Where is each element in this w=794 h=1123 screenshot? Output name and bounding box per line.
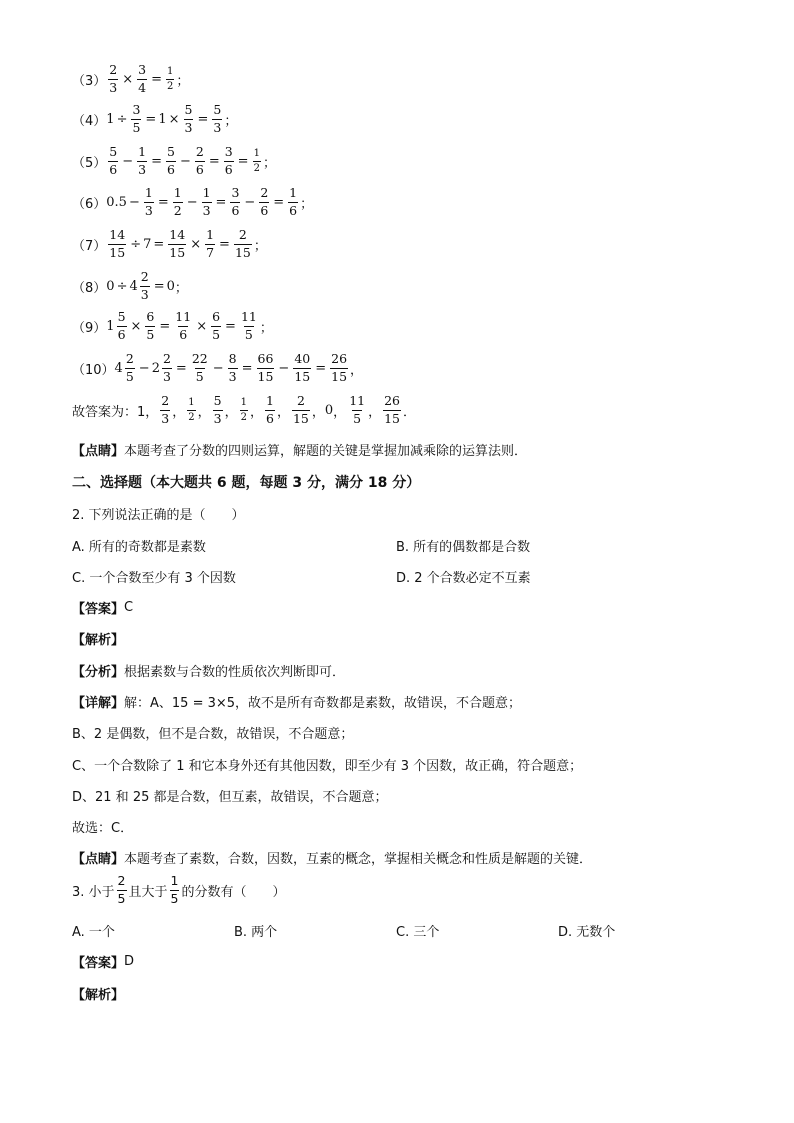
answer-tag: 【答案】 — [72, 602, 125, 617]
q2-detail-b: B、2 是偶数，但不是合数，故错误，不合题意； — [72, 727, 354, 742]
denominator: 5 — [170, 890, 179, 906]
fraction — [170, 875, 180, 905]
fraction — [108, 64, 118, 94]
numerator: 3 — [231, 185, 240, 200]
fenxi-text: 根据素数与合数的性质依次判断即可． — [124, 665, 346, 680]
denominator: 6 — [117, 326, 126, 342]
fraction — [211, 311, 221, 341]
fraction — [202, 187, 212, 217]
comment-1 — [72, 440, 527, 459]
q2-detail-c: C、一个合数除了 1 和它本身外还有其他因数，即至少有 3 个因数，故正确，符合题意； — [72, 759, 583, 774]
denominator: 15 — [384, 410, 401, 426]
denominator: 5 — [353, 410, 362, 426]
fraction — [140, 271, 150, 301]
denominator: 6 — [167, 161, 175, 177]
operator: × — [196, 318, 208, 334]
denominator: 15 — [109, 244, 126, 260]
numerator: 1 — [266, 393, 274, 408]
numerator: 2 — [161, 393, 170, 408]
denominator: 3 — [213, 119, 222, 135]
number: 4 — [114, 360, 123, 376]
numerator: 3 — [224, 144, 233, 159]
numerator: 26 — [331, 351, 348, 366]
fraction — [213, 395, 223, 425]
comment-tag: 【点睛】 — [72, 444, 125, 459]
numerator: 26 — [384, 393, 401, 408]
denominator: 5 — [244, 326, 253, 342]
answer-tag: 【答案】 — [72, 956, 125, 971]
fraction — [288, 187, 298, 217]
fraction — [234, 229, 252, 259]
numerator: 2 — [140, 269, 149, 284]
answer-value: D — [124, 954, 135, 969]
denominator: 2 — [167, 80, 174, 92]
numerator: 5 — [167, 144, 175, 159]
number: 1 — [106, 111, 115, 127]
fraction — [259, 187, 269, 217]
numerator: 5 — [117, 309, 126, 324]
operator: = — [237, 153, 249, 169]
fraction — [160, 395, 170, 425]
eq-line-9 — [72, 311, 273, 341]
operator: = — [197, 111, 209, 127]
operator: = — [153, 236, 165, 252]
separator: ， — [224, 404, 238, 420]
q3-stem-pre: 3. 小于 — [72, 884, 115, 900]
denominator: 15 — [169, 244, 186, 260]
numerator: 3 — [138, 62, 147, 77]
denominator: 5 — [195, 368, 204, 384]
denominator: 15 — [294, 368, 311, 384]
q2-detail-d: D、21 和 25 都是合数，但互素，故错误，不合题意； — [72, 790, 388, 805]
fraction — [137, 146, 147, 176]
denominator: 6 — [195, 161, 204, 177]
number: 0 — [166, 278, 175, 294]
fraction — [265, 395, 275, 425]
numerator: 5 — [184, 102, 193, 117]
denominator: 6 — [109, 161, 118, 177]
numerator: 14 — [109, 227, 126, 242]
fraction — [117, 875, 127, 905]
fenxi-tag: 【分析】 — [72, 665, 125, 680]
punctuation: ； — [253, 238, 267, 254]
operator: − — [212, 360, 224, 376]
separator: ， — [368, 404, 382, 420]
fraction — [137, 64, 147, 94]
numerator: 1 — [253, 147, 260, 159]
numerator: 1 — [202, 185, 211, 200]
fraction — [173, 187, 183, 217]
operator: = — [157, 194, 169, 210]
numerator: 8 — [228, 351, 237, 366]
numerator: 1 — [138, 144, 147, 159]
denominator: 3 — [202, 202, 211, 218]
comment-tag: 【点睛】 — [72, 852, 125, 867]
operator: = — [151, 153, 162, 169]
separator: ， — [249, 404, 263, 420]
fraction — [145, 311, 155, 341]
fraction — [166, 146, 176, 176]
fraction — [205, 229, 215, 259]
operator: − — [244, 194, 256, 210]
q3-option-a: A. 一个 — [72, 925, 115, 940]
denominator: 3 — [144, 202, 153, 218]
numerator: 3 — [132, 102, 141, 117]
numerator: 11 — [349, 393, 366, 408]
denominator: 3 — [138, 161, 147, 177]
denominator: 6 — [179, 326, 188, 342]
operator: = — [159, 318, 171, 334]
fraction — [166, 67, 174, 92]
denominator: 6 — [289, 202, 298, 218]
fraction — [330, 353, 348, 383]
q2-comment — [72, 848, 592, 867]
eq-line-6 — [72, 187, 313, 217]
operator: = — [219, 236, 230, 252]
comment-text: 本题考查了分数的四则运算，解题的关键是掌握加减乘除的运算法则． — [124, 444, 528, 459]
fraction — [162, 353, 172, 383]
operator: ÷ — [116, 278, 128, 294]
comment-text: 本题考查了素数，合数，因数，互素的概念，掌握相关概念和性质是解题的关键． — [124, 852, 593, 867]
fraction — [348, 395, 366, 425]
operator: = — [315, 360, 327, 376]
numerator: 1 — [188, 396, 195, 408]
fraction — [383, 395, 401, 425]
operator: = — [208, 153, 220, 169]
operator: × — [122, 71, 134, 87]
item-label: （8） — [72, 280, 107, 296]
number: 4 — [129, 278, 138, 294]
punctuation: ． — [403, 404, 417, 420]
fraction — [195, 146, 205, 176]
fraction — [108, 229, 126, 259]
denominator: 5 — [212, 326, 221, 342]
denominator: 6 — [231, 202, 240, 218]
denominator: 5 — [117, 890, 126, 906]
operator: − — [186, 194, 198, 210]
numerator: 2 — [125, 351, 134, 366]
fraction — [212, 104, 222, 134]
denominator: 15 — [292, 410, 309, 426]
numerator: 2 — [195, 144, 204, 159]
q3-stem-post: 的分数有（ ） — [181, 884, 286, 900]
numerator: 2 — [296, 393, 305, 408]
denominator: 2 — [188, 411, 195, 423]
punctuation: ； — [259, 320, 273, 336]
numerator: 11 — [240, 309, 257, 324]
operator: − — [138, 360, 150, 376]
operator: × — [130, 318, 142, 334]
operator: = — [175, 360, 187, 376]
numerator: 2 — [109, 62, 118, 77]
q3-option-d: D. 无数个 — [558, 925, 616, 940]
punctuation: ； — [262, 155, 276, 171]
fraction — [224, 146, 234, 176]
denominator: 15 — [257, 368, 274, 384]
q2-choice: 故选：C． — [72, 821, 134, 836]
operator: = — [153, 278, 165, 294]
fraction — [108, 146, 118, 176]
operator: × — [168, 111, 180, 127]
eq-line-4 — [72, 104, 237, 134]
denominator: 3 — [228, 368, 237, 384]
item-label: （4） — [72, 113, 107, 129]
q2-stem-text: 2. 下列说法正确的是（ ） — [72, 508, 245, 523]
punctuation: ； — [300, 196, 314, 212]
denominator: 6 — [224, 161, 233, 177]
denominator: 2 — [173, 202, 182, 218]
punctuation: ； — [176, 73, 190, 89]
numerator: 1 — [170, 873, 179, 888]
denominator: 3 — [162, 368, 171, 384]
numerator: 6 — [212, 309, 221, 324]
numerator: 1 — [144, 185, 153, 200]
operator: ÷ — [130, 236, 142, 252]
operator: − — [278, 360, 290, 376]
operator: − — [128, 194, 140, 210]
q3-option-b: B. 两个 — [234, 925, 278, 940]
number: 1 — [158, 111, 167, 127]
numerator: 1 — [240, 396, 247, 408]
detail-text: 解：A、15 = 3×5，故不是所有奇数都是素数，故错误，不合题意； — [124, 696, 522, 711]
numerator: 1 — [289, 185, 298, 200]
q3-stem-mid: 且大于 — [128, 884, 168, 900]
numerator: 5 — [109, 144, 118, 159]
q3-answer — [72, 952, 134, 971]
operator: = — [241, 360, 253, 376]
fraction — [293, 353, 311, 383]
number: 0 — [106, 278, 115, 294]
denominator: 6 — [266, 410, 274, 426]
q2-fenxi — [72, 661, 345, 680]
punctuation: ， — [350, 362, 364, 378]
numerator: 1 — [167, 65, 174, 77]
numerator: 2 — [162, 351, 171, 366]
punctuation: ； — [174, 280, 188, 296]
operator: = — [215, 194, 227, 210]
numerator: 6 — [146, 309, 155, 324]
denominator: 5 — [132, 119, 141, 135]
fraction — [230, 187, 240, 217]
item-label: （7） — [72, 238, 107, 254]
separator: ， — [172, 404, 186, 420]
fraction — [144, 187, 154, 217]
section-title-text: 二、选择题（本大题共 6 题，每题 3 分，满分 18 分） — [72, 475, 421, 491]
separator: ， — [311, 404, 325, 420]
numerator: 2 — [238, 227, 247, 242]
denominator: 3 — [140, 286, 149, 302]
separator: ， — [276, 404, 290, 420]
denominator: 7 — [206, 244, 215, 260]
fraction — [117, 311, 127, 341]
item-label: （3） — [72, 73, 107, 89]
operator: × — [190, 236, 202, 252]
denominator: 3 — [161, 410, 170, 426]
denominator: 5 — [125, 368, 134, 384]
eq-line-7 — [72, 229, 267, 259]
punctuation: ； — [224, 113, 238, 129]
section-2-title — [72, 472, 420, 492]
q2-option-d: D. 2 个合数必定不互素 — [396, 571, 531, 586]
numerator: 1 — [206, 227, 215, 242]
operator: = — [273, 194, 285, 210]
numerator: 22 — [191, 351, 208, 366]
eq-line-3 — [72, 64, 189, 94]
number: 0.5 — [106, 194, 127, 210]
fraction — [240, 398, 248, 423]
q2-option-c: C. 一个合数至少有 3 个因数 — [72, 571, 236, 586]
item-label: （9） — [72, 320, 107, 336]
denominator: 4 — [138, 79, 147, 95]
denominator: 15 — [234, 244, 251, 260]
denominator: 5 — [146, 326, 155, 342]
fraction — [292, 395, 310, 425]
separator: ， — [197, 404, 211, 420]
operator: = — [145, 111, 157, 127]
eq-line-5 — [72, 146, 276, 176]
numerator: 2 — [117, 873, 126, 888]
operator: = — [151, 71, 162, 87]
fraction — [240, 311, 258, 341]
numerator: 66 — [257, 351, 274, 366]
numerator: 40 — [294, 351, 311, 366]
q2-analysis-tag: 【解析】 — [72, 633, 125, 648]
eq-line-10 — [72, 353, 363, 383]
denominator: 15 — [331, 368, 348, 384]
denominator: 2 — [240, 411, 247, 423]
q3-analysis-tag: 【解析】 — [72, 988, 125, 1003]
separator: ， — [333, 404, 347, 420]
number: 1 — [106, 318, 115, 334]
number: 7 — [143, 236, 152, 252]
q3-option-c: C. 三个 — [396, 925, 440, 940]
operator: − — [122, 153, 134, 169]
denominator: 2 — [253, 162, 260, 174]
q2-detail — [72, 692, 521, 711]
number: 0 — [324, 402, 334, 418]
numerator: 14 — [169, 227, 186, 242]
fraction — [168, 229, 186, 259]
operator: = — [225, 318, 236, 334]
fraction — [191, 353, 209, 383]
item-label: （5） — [72, 155, 107, 171]
question-2-stem — [72, 504, 245, 523]
fraction — [187, 398, 195, 423]
fraction — [253, 149, 261, 174]
answer-prefix: 故答案为：1， — [72, 404, 159, 420]
fraction — [257, 353, 275, 383]
q2-answer — [72, 598, 133, 617]
item-label: （6） — [72, 196, 107, 212]
item-label: （10） — [72, 362, 115, 378]
q2-option-a: A. 所有的奇数都是素数 — [72, 540, 206, 555]
numerator: 11 — [175, 309, 192, 324]
denominator: 3 — [213, 410, 222, 426]
fraction — [125, 353, 135, 383]
q2-option-b: B. 所有的偶数都是合数 — [396, 540, 531, 555]
operator: ÷ — [116, 111, 128, 127]
denominator: 3 — [109, 79, 118, 95]
answer-value: C — [124, 600, 134, 615]
detail-tag: 【详解】 — [72, 696, 125, 711]
eq-line-8 — [72, 271, 188, 301]
numerator: 1 — [173, 185, 182, 200]
question-3-stem — [72, 875, 285, 905]
operator: − — [179, 153, 191, 169]
fraction — [131, 104, 141, 134]
fraction — [184, 104, 194, 134]
numerator: 5 — [213, 102, 222, 117]
numerator: 2 — [260, 185, 269, 200]
numerator: 5 — [213, 393, 222, 408]
denominator: 3 — [184, 119, 193, 135]
denominator: 6 — [260, 202, 269, 218]
fraction — [228, 353, 238, 383]
number: 2 — [151, 360, 160, 376]
answer-line — [72, 395, 416, 425]
fraction — [174, 311, 192, 341]
